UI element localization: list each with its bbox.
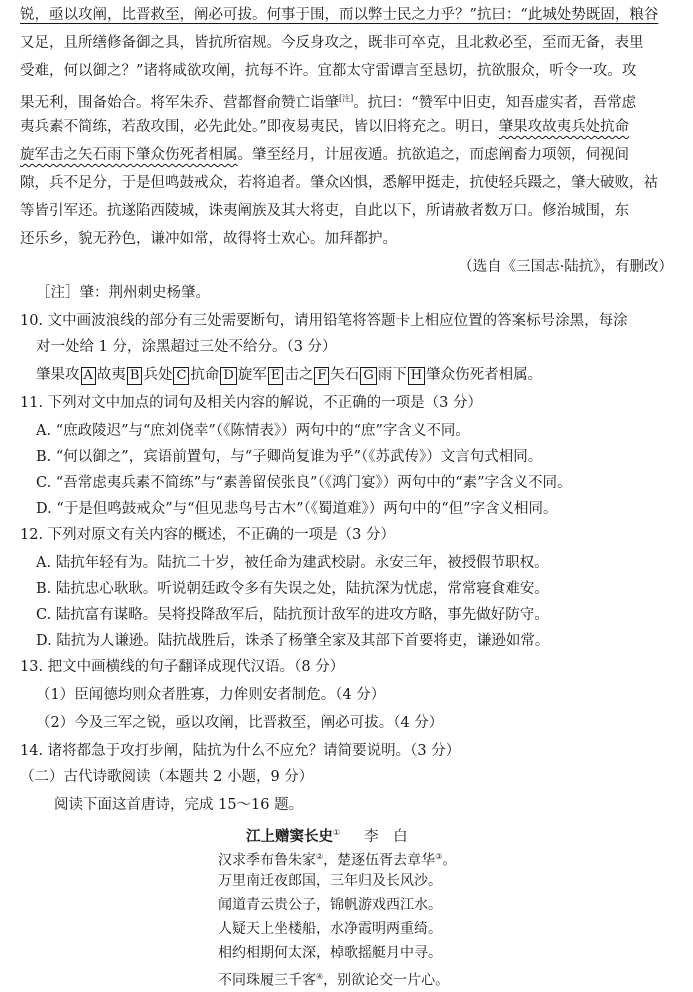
q13-stem: 13. 把文中画横线的句子翻译成现代汉语。（8 分） [20,659,345,675]
poem-text: ，别欲论交一片心。 [323,972,450,989]
passage-text: 。肇至经月，计屈夜遁。抗欲追之，而虑阐畜力项领，伺视间 [237,147,629,163]
passage-line-9: 还乐乡，貌无矜色，谦冲如常，故得将士欢心。加拜都护。 [20,231,397,247]
answer-box-h[interactable]: H [408,367,425,385]
q12-option-d: D. 陆抗为人谦逊。陆抗战胜后，诛杀了杨肇全家及其部下首要将吏，谦逊如常。 [36,633,550,649]
answer-box-f[interactable]: F [314,367,329,385]
q11-option-a: A. “庶政陵迟”与“庶刘侥幸”（《陈情表》）两句中的“庶”字含义不同。 [36,423,470,439]
footnote-marker: ② [316,852,324,861]
passage-underlined: 锐，亟以攻阐，比晋救至，阐必可拔。何事于围，而以弊士民之力乎？”抗曰：“此城处势既固，粮谷 [20,7,659,23]
poem-line-1 [218,846,456,872]
q12-option-a: A. 陆抗年轻有为。陆抗二十岁，被任命为建武校尉。永安三年，被授假节职权。 [36,555,549,571]
passage-line-1 [20,4,658,26]
answer-box-a[interactable]: A [81,367,96,385]
q10-part: 旋军 [237,367,267,383]
poem-line-3: 闻道青云贵公子，锦帆游戏西江水。 [218,897,442,913]
q10-part: 雨下 [377,367,407,383]
poetry-instruction: 阅读下面这首唐诗，完成 15～16 题。 [54,797,304,813]
passage-line-6 [20,144,629,166]
wavy-underlined-text: 肇果攻故夷兵处抗命 [498,119,630,135]
footnote-marker: ④ [316,972,324,981]
answer-box-d[interactable]: D [220,367,236,385]
footnote: ［注］肇：荆州刺史杨肇。 [36,285,210,301]
q10-part: 故夷 [96,367,126,383]
q12-stem: 12. 下列对原文有关内容的概述，不正确的一项是（3 分） [20,527,396,543]
poem-line-5: 相约相期何太深，棹歌摇艇月中寻。 [218,945,442,961]
passage-line-4 [20,88,636,114]
footnote-marker: ③ [435,852,443,861]
passage-line-3: 受难，何以御之？”诸将咸欲攻阐，抗每不许。宜都太守雷谭言至恳切，抗欲服众，听令一攻。攻 [20,63,637,79]
passage-text: 果无利，围备始合。将军朱乔、营都督俞赞亡诣肇 [20,94,339,111]
poem-author: 李 白 [364,828,408,845]
answer-box-g[interactable]: G [360,367,376,385]
poetry-section-heading: （二）古代诗歌阅读（本题共 2 小题，9 分） [20,769,314,785]
passage-text: 。抗曰：“赞军中旧吏，知吾虚实者，吾常虑 [353,94,637,111]
passage-line-5 [20,116,629,138]
footnote-marker: [注] [339,94,354,103]
q14-stem: 14. 诸将都急于攻打步阐，陆抗为什么不应允？请简要说明。（3 分） [20,743,461,759]
poem-title: 江上赠窦长史 [246,828,333,845]
q10-part: 抗命 [190,367,220,383]
poem-heading [246,822,408,848]
q13-item-2: （2）今及三军之锐，亟以攻阐，比晋救至，阐必可拔。（4 分） [36,715,444,731]
answer-box-e[interactable]: E [268,367,284,385]
q10-part: 肇众伤死者相属。 [426,367,543,383]
q12-option-b: B. 陆抗忠心耿耿。听说朝廷政令多有失误之处，陆抗深为忧虑，常常寝食难安。 [36,581,549,597]
poem-text: ，楚逐伍胥去章华 [323,852,436,869]
q10-part: 兵处 [143,367,173,383]
passage-line-7: 隙，兵不足分，于是但鸣鼓戒众，若将追者。肇众凶惧，悉解甲挺走，抗使轻兵蹑之，肇大破败，祜 [20,175,658,191]
q10-part: 击之 [284,367,314,383]
poem-line-6 [218,966,449,992]
poem-line-2: 万里南迁夜郎国，三年归及长风沙。 [218,873,442,889]
q10-stem: 10. 文中画波浪线的部分有三处需要断句，请用铅笔将答题卡上相应位置的答案标号涂黑，每涂 [20,313,628,329]
q10-stem-cont: 对一处给 1 分，涂黑超过三处不给分。（3 分） [36,339,337,355]
passage-text: 夷兵素不简练，若敌攻围，必先此处。”即夜易夷民，皆以旧将充之。明日， [20,119,499,135]
q11-option-c: C. “吾常虑夷兵素不简练”与“素善留侯张良”（《鸿门宴》）两句中的“素”字含义不同。 [36,475,572,491]
passage-line-2: 又足，且所缮修备御之具，皆抗所宿规。今反身攻之，既非可卒克，且北救必至，至而无备，表里 [20,35,644,51]
q10-options [36,364,542,386]
source-citation: （选自《三国志·陆抗》，有删改） [458,259,673,275]
poem-text: 。 [442,852,457,869]
footnote-marker: ① [333,828,341,837]
passage-line-8: 等皆引军还。抗遂陷西陵城，诛夷阐族及其大将吏，自此以下，所请赦者数万口。修治城围，东 [20,203,629,219]
poem-line-4: 人疑天上坐楼船，水净霞明两重绮。 [218,921,442,937]
q12-option-c: C. 陆抗富有谋略。吴将投降敌军后，陆抗预计敌军的进攻方略，事先做好防守。 [36,607,549,623]
poem-text: 汉求季布鲁朱家 [218,852,316,869]
q11-option-b: B. “何以御之”，宾语前置句，与“子卿尚复谁为乎”（《苏武传》）文言句式相同。 [36,449,543,465]
q11-option-d: D. “于是但鸣鼓戒众”与“但见悲鸟号古木”（《蜀道难》）两句中的“但”字含义相同。 [36,501,558,517]
answer-box-c[interactable]: C [173,367,189,385]
poem-text: 不同珠履三千客 [218,972,316,989]
q13-item-1: （1）臣闻德均则众者胜寡，力侔则安者制危。（4 分） [36,687,386,703]
q11-stem: 11. 下列对文中加点的词句及相关内容的解说，不正确的一项是（3 分） [20,395,483,411]
q10-part: 肇果攻 [36,367,80,383]
wavy-underlined-text: 旋军击之矢石雨下肇众伤死者相属 [20,147,238,163]
q10-part: 矢石 [330,367,360,383]
answer-box-b[interactable]: B [127,367,143,385]
